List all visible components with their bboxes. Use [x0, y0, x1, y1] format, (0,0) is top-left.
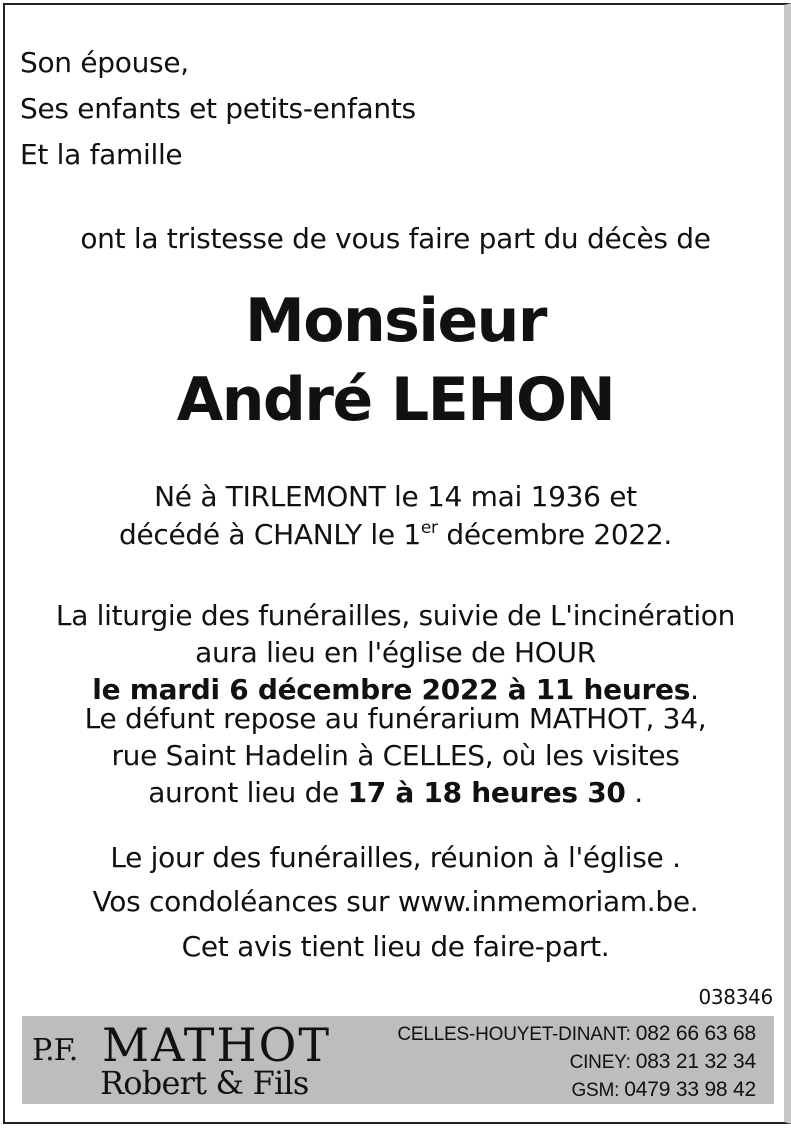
visits-hours: 17 à 18 heures 30: [347, 776, 626, 809]
contact-line: [397, 1048, 756, 1076]
contact-number: 083 21 32 34: [635, 1050, 756, 1073]
family-line-spouse: Son épouse,: [20, 46, 189, 79]
visits-text: auront lieu de: [148, 776, 348, 809]
deceased-title: Monsieur: [245, 286, 546, 356]
death-line: [0, 516, 791, 554]
intro-text: ont la tristesse de vous faire part du décès de: [80, 222, 711, 255]
liturgy-line-2: aura lieu en l'église de HOUR: [195, 636, 596, 669]
visits-end: .: [625, 776, 643, 809]
contact-separator: :: [625, 1052, 636, 1073]
contact-separator: :: [625, 1024, 636, 1045]
death-line-text: décédé à CHANLY le 1: [118, 518, 421, 551]
reference-number: 038346: [698, 985, 773, 1009]
contact-label: CELLES-HOUYET-DINANT: [397, 1024, 626, 1045]
birth-death-block: [0, 478, 791, 554]
funeral-home-subtitle: Robert & Fils: [100, 1064, 309, 1102]
contact-separator: :: [614, 1080, 625, 1101]
funeral-date-end: .: [690, 673, 699, 706]
family-line-family: Et la famille: [20, 138, 183, 171]
contact-number: 082 66 63 68: [635, 1022, 756, 1045]
contact-list: [397, 1020, 756, 1104]
contact-line: [397, 1020, 756, 1048]
ordinal-suffix: er: [420, 518, 438, 538]
church-meeting-note: Le jour des funérailles, réunion à l'église .: [110, 841, 681, 874]
family-block: [20, 40, 416, 178]
funeral-date: le mardi 6 décembre 2022 à 11 heures: [92, 673, 691, 706]
contact-number: 0479 33 98 42: [624, 1078, 756, 1101]
pf-abbreviation: P.F.: [32, 1033, 78, 1068]
deceased-name: André LEHON: [176, 365, 615, 435]
birth-line: Né à TIRLEMONT le 14 mai 1936 et: [154, 480, 637, 513]
death-line-date: décembre 2022.: [437, 518, 673, 551]
repose-line-2: rue Saint Hadelin à CELLES, où les visites: [111, 739, 680, 772]
funeral-home-banner: [22, 1016, 774, 1104]
family-line-children: Ses enfants et petits-enfants: [20, 92, 416, 125]
repose-line-3: [0, 774, 791, 811]
notice-note: Cet avis tient lieu de faire-part.: [181, 930, 610, 963]
liturgy-block: [0, 597, 791, 708]
funeral-home-name: MATHOT: [102, 1018, 331, 1072]
repose-line-1: Le défunt repose au funérarium MATHOT, 34,: [84, 702, 707, 735]
contact-label: CINEY: [569, 1052, 626, 1073]
contact-line: [397, 1076, 756, 1104]
condolences-note: Vos condoléances sur www.inmemoriam.be.: [92, 885, 699, 918]
liturgy-line-1: La liturgie des funérailles, suivie de L'incinération: [55, 599, 736, 632]
contact-label: GSM: [571, 1080, 615, 1101]
repose-block: [0, 700, 791, 811]
